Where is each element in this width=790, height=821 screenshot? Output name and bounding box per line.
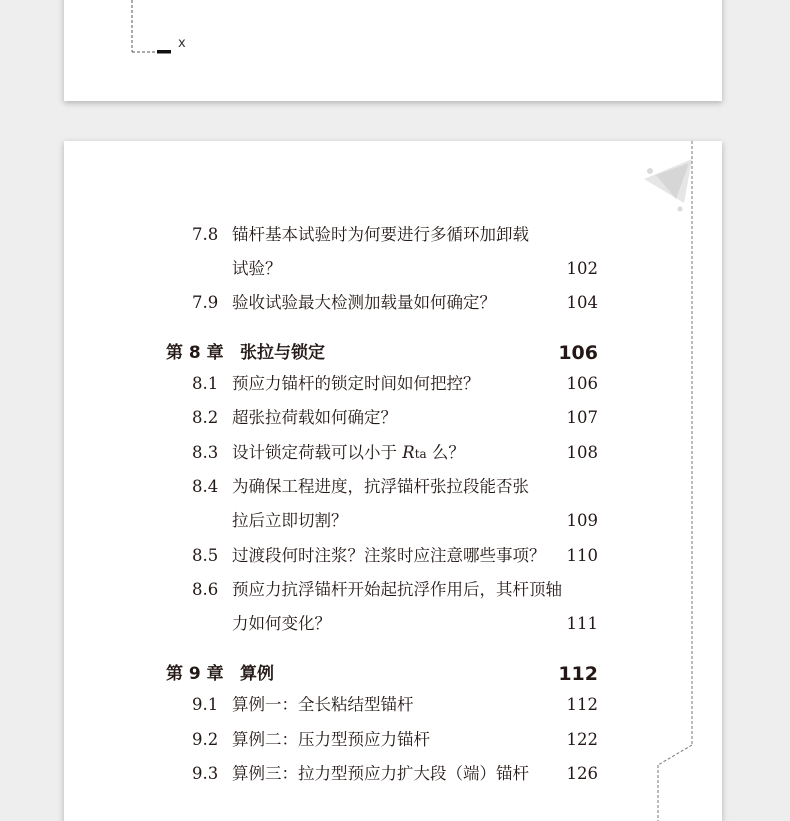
toc-number: 8.4 bbox=[192, 477, 219, 496]
toc-number: 8.5 bbox=[192, 546, 219, 565]
axis-diagram bbox=[64, 0, 264, 101]
toc-page-number: 110 bbox=[566, 546, 598, 565]
toc-title: 算例二：压力型预应力锚杆 bbox=[232, 730, 430, 749]
toc-page bbox=[64, 141, 722, 821]
fold-dot bbox=[647, 168, 653, 174]
toc-title bbox=[232, 438, 465, 469]
toc-row-9-1 bbox=[64, 690, 722, 720]
toc-row-8-1 bbox=[64, 369, 722, 399]
toc-title: 锚杆基本试验时为何要进行多循环加卸载 bbox=[232, 225, 529, 244]
toc-page-number: 126 bbox=[566, 764, 598, 783]
axis-marker bbox=[157, 50, 171, 54]
toc-page-number: 107 bbox=[566, 408, 598, 427]
toc-row-8-6 bbox=[64, 575, 722, 605]
toc-number: 8.2 bbox=[192, 408, 219, 427]
toc-title: 力如何变化？ bbox=[232, 614, 331, 633]
toc-page-number: 109 bbox=[566, 511, 598, 530]
toc-page-number: 108 bbox=[566, 443, 598, 462]
toc-number: 9.1 bbox=[192, 695, 219, 714]
chapter-number: 第 8 章 bbox=[166, 343, 224, 363]
chapter-9-heading bbox=[64, 659, 722, 689]
toc-page-number: 122 bbox=[566, 730, 598, 749]
toc-number: 9.2 bbox=[192, 730, 219, 749]
toc-title: 验收试验最大检测加载量如何确定？ bbox=[232, 293, 496, 312]
toc-number: 9.3 bbox=[192, 764, 219, 783]
toc-title: 超张拉荷载如何确定？ bbox=[232, 408, 397, 427]
axis-label: x bbox=[178, 36, 186, 51]
toc-title-post: 么？ bbox=[426, 443, 465, 462]
toc-title-subscript: ta bbox=[414, 447, 427, 461]
toc-row-8-5 bbox=[64, 541, 722, 571]
toc-page-number: 102 bbox=[566, 259, 598, 278]
toc-row-8-4-cont bbox=[64, 506, 722, 536]
toc-number: 8.6 bbox=[192, 580, 219, 599]
toc-title: 试验？ bbox=[232, 259, 282, 278]
toc-number: 8.1 bbox=[192, 374, 219, 393]
toc-title: 算例一：全长粘结型锚杆 bbox=[232, 695, 414, 714]
toc-title: 拉后立即切割？ bbox=[232, 511, 348, 530]
toc-title-pre: 设计锁定荷载可以小于 bbox=[232, 443, 403, 462]
toc-row-8-6-cont bbox=[64, 609, 722, 639]
fold-dot-2 bbox=[678, 207, 683, 212]
chapter-page-number: 106 bbox=[558, 342, 598, 364]
toc-row-8-3 bbox=[64, 438, 722, 468]
toc-number: 7.9 bbox=[192, 293, 219, 312]
chapter-title: 张拉与锁定 bbox=[240, 343, 325, 363]
toc-row-8-4 bbox=[64, 472, 722, 502]
toc-row-9-3 bbox=[64, 759, 722, 789]
toc-title: 过渡段何时注浆？注浆时应注意哪些事项？ bbox=[232, 546, 546, 565]
chapter-8-heading bbox=[64, 338, 722, 368]
toc-row-8-2 bbox=[64, 403, 722, 433]
toc-row-7-8 bbox=[64, 220, 722, 250]
previous-page bbox=[64, 0, 722, 101]
toc-title: 为确保工程进度，抗浮锚杆张拉段能否张 bbox=[232, 477, 529, 496]
toc-row-7-9 bbox=[64, 288, 722, 318]
toc-title: 预应力锚杆的锁定时间如何把控？ bbox=[232, 374, 480, 393]
toc-page-number: 106 bbox=[566, 374, 598, 393]
toc-number: 7.8 bbox=[192, 225, 219, 244]
chapter-number: 第 9 章 bbox=[166, 664, 224, 684]
toc-row-7-8-cont bbox=[64, 254, 722, 284]
toc-page-number: 111 bbox=[566, 614, 598, 633]
toc-page-number: 104 bbox=[566, 293, 598, 312]
toc-title: 算例三：拉力型预应力扩大段（端）锚杆 bbox=[232, 764, 529, 783]
chapter-title: 算例 bbox=[240, 664, 274, 684]
toc-title: 预应力抗浮锚杆开始起抗浮作用后，其杆顶轴 bbox=[232, 580, 562, 599]
chapter-page-number: 112 bbox=[558, 663, 598, 685]
toc-row-9-2 bbox=[64, 725, 722, 755]
toc-page-number: 112 bbox=[566, 695, 598, 714]
toc-title-variable: R bbox=[402, 443, 415, 462]
toc-number: 8.3 bbox=[192, 443, 219, 462]
